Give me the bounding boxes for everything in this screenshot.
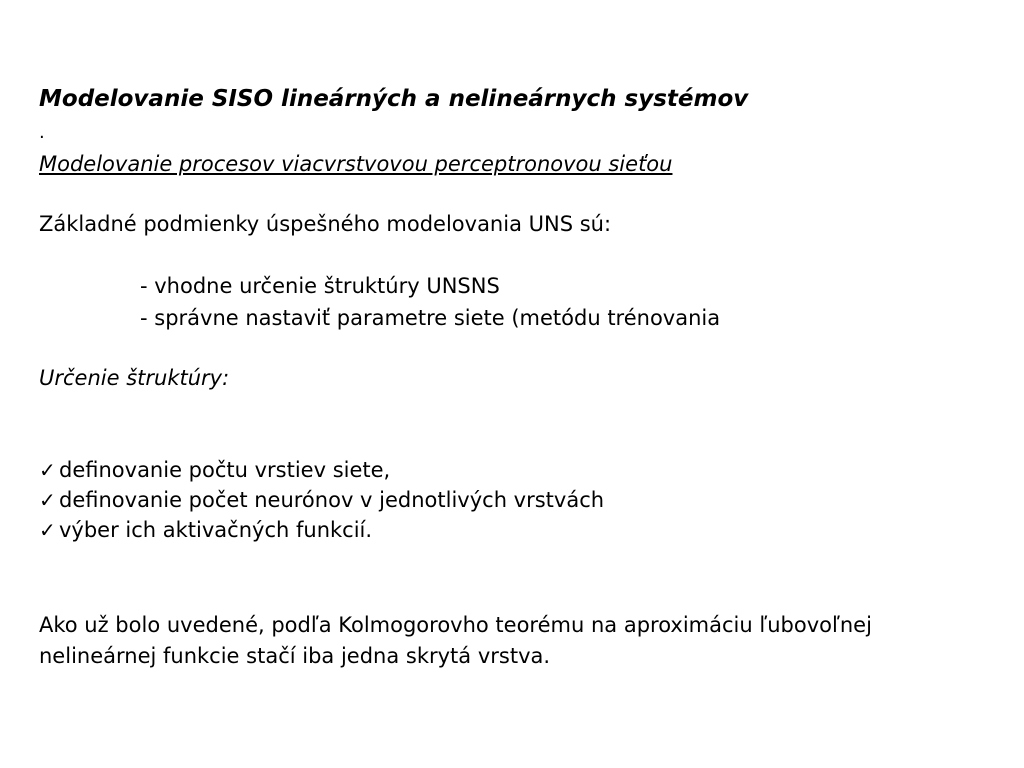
checklist-item-text: definovanie počet neurónov v jednotlivých vrstvách	[59, 488, 605, 512]
slide-title: Modelovanie SISO lineárných a nelineárnych systémov	[39, 86, 749, 112]
checklist-item-text: výber ich aktivačných funkcií.	[59, 518, 373, 542]
checkmark-icon: ✓	[39, 488, 56, 512]
stray-dot: .	[39, 122, 45, 143]
section-heading: Určenie štruktúry:	[39, 366, 230, 390]
checklist-item	[39, 490, 604, 511]
condition-item: - vhodne určenie štruktúry UNSNS	[140, 274, 500, 298]
checklist-item	[39, 460, 390, 481]
checklist-item-text: definovanie počtu vrstiev siete,	[59, 458, 391, 482]
slide-subtitle: Modelovanie procesov viacvrstvovou perceptronovou sieťou	[39, 152, 673, 176]
paragraph-line: Ako už bolo uvedené, podľa Kolmogorovho teorému na aproximáciu ľubovoľnej	[39, 613, 872, 637]
paragraph-line: nelineárnej funkcie stačí iba jedna skrytá vrstva.	[39, 644, 551, 668]
condition-item: - správne nastaviť parametre siete (metódu trénovania	[140, 306, 721, 330]
intro-text: Základné podmienky úspešného modelovania UNS sú:	[39, 212, 612, 236]
checklist-item	[39, 520, 372, 541]
checkmark-icon: ✓	[39, 458, 56, 482]
checkmark-icon: ✓	[39, 518, 56, 542]
